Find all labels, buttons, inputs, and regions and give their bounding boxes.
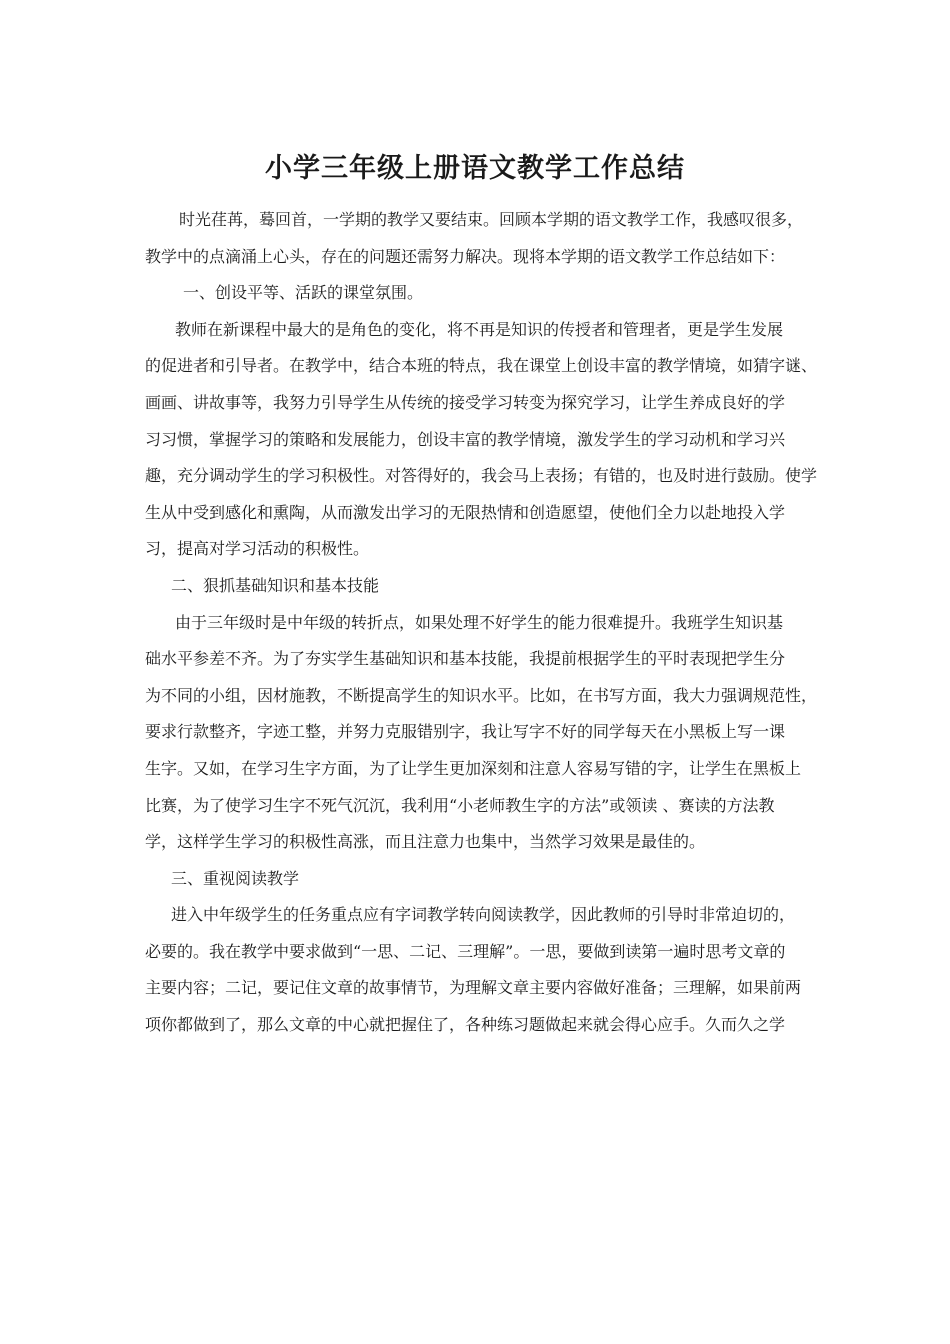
text-line: 主要内容；二记，要记住文章的故事情节，为理解文章主要内容做好准备；三理解，如果前两 (145, 978, 802, 998)
section-heading-text: 一、创设平等、活跃的课堂氛围。 (183, 283, 424, 303)
section-heading-2 (145, 568, 825, 605)
body-paragraph-2 (145, 605, 825, 861)
text-line: 时光荏苒，蓦回首，一学期的教学又要结束。回顾本学期的语文教学工作，我感叹很多， (179, 210, 804, 229)
text-line: 教学中的点滴涌上心头，存在的问题还需努力解决。现将本学期的语文教学工作总结如下： (145, 246, 786, 266)
document-title: 小学三年级上册语文教学工作总结 (265, 153, 685, 185)
text-line: 比赛，为了使学习生字不死气沉沉，我利用“小老师教生字的方法”或领读 、赛读的方法教 (145, 795, 775, 815)
text-line: 的促进者和引导者。在教学中，结合本班的特点，我在课堂上创设丰富的教学情境，如猜字谜、 (145, 356, 818, 376)
section-heading-text: 三、重视阅读教学 (171, 868, 300, 888)
text-line: 画画、讲故事等，我努力引导学生从传统的接受学习转变为探究学习，让学生养成良好的学 (145, 392, 786, 412)
text-line: 为不同的小组，因材施教，不断提高学生的知识水平。比如，在书写方面，我大力强调规范性， (145, 685, 818, 705)
text-line: 项你都做到了，那么文章的中心就把握住了，各种练习题做起来就会得心应手。久而久之学 (145, 1015, 786, 1035)
text-line: 习习惯，掌握学习的策略和发展能力，创设丰富的教学情境，激发学生的学习动机和学习兴 (145, 429, 786, 449)
text-line: 趣，充分调动学生的学习积极性。对答得好的，我会马上表扬；有错的，也及时进行鼓励。使学 (145, 466, 818, 486)
text-line: 要求行款整齐，字迹工整，并努力克服错别字，我让写字不好的同学每天在小黑板上写一课 (145, 722, 786, 742)
section-heading-3 (145, 861, 825, 898)
text-line: 习，提高对学习活动的积极性。 (145, 539, 370, 559)
text-line: 础水平参差不齐。为了夯实学生基础知识和基本技能，我提前根据学生的平时表现把学生分 (145, 649, 786, 669)
text-line: 生从中受到感化和熏陶，从而激发出学习的无限热情和创造愿望，使他们全力以赴地投入学 (145, 502, 786, 522)
body-paragraph-1 (145, 312, 825, 568)
intro-paragraph (145, 202, 825, 275)
section-heading-1 (145, 275, 825, 312)
text-line: 由于三年级时是中年级的转折点，如果处理不好学生的能力很难提升。我班学生知识基 (175, 612, 784, 632)
text-line: 生字。又如，在学习生字方面，为了让学生更加深刻和注意人容易写错的字，让学生在黑板上 (145, 758, 802, 778)
text-line: 必要的。我在教学中要求做到“一思、二记、三理解”。一思，要做到读第一遍时思考文章的 (145, 941, 786, 961)
section-heading-text: 二、狠抓基础知识和基本技能 (171, 575, 380, 595)
text-line: 教师在新课程中最大的是角色的变化，将不再是知识的传授者和管理者，更是学生发展 (175, 319, 784, 339)
document-body (145, 202, 825, 1044)
text-line: 进入中年级学生的任务重点应有字词教学转向阅读教学，因此教师的引导时非常迫切的， (171, 905, 796, 925)
body-paragraph-3 (145, 897, 825, 1043)
text-line: 学，这样学生学习的积极性高涨，而且注意力也集中，当然学习效果是最佳的。 (145, 832, 706, 852)
